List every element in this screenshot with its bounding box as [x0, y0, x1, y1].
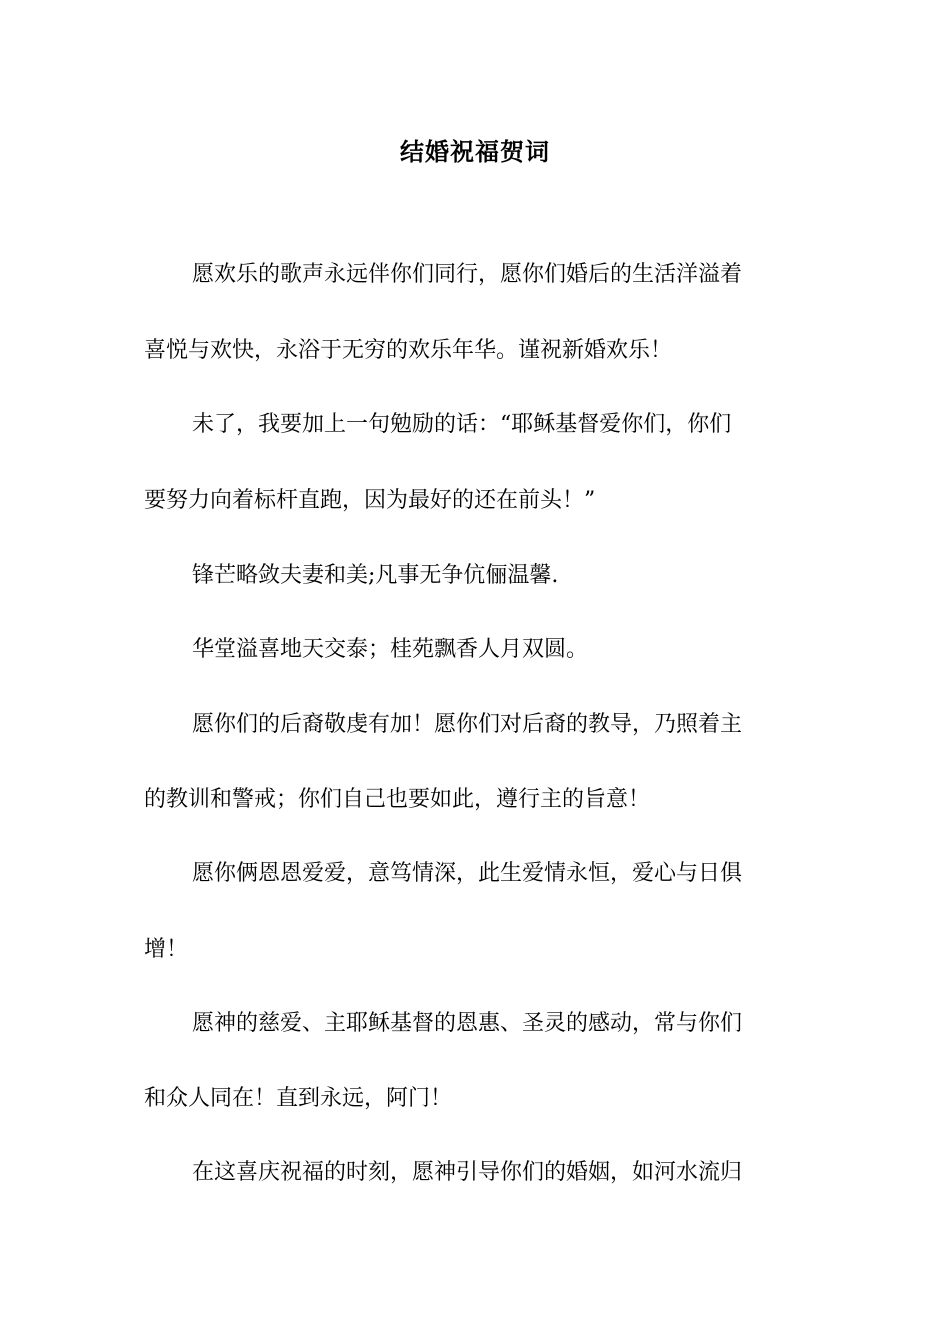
paragraph-line-8: 的教训和警戒；你们自己也要如此，遵行主的旨意！ [144, 787, 651, 812]
paragraph-line-1: 愿欢乐的歌声永远伴你们同行，愿你们婚后的生活洋溢着 [192, 262, 743, 287]
paragraph-line-13: 在这喜庆祝福的时刻，愿神引导你们的婚姻，如河水流归 [192, 1160, 743, 1185]
paragraph-line-11: 愿神的慈爱、主耶稣基督的恩惠、圣灵的感动，常与你们 [192, 1011, 743, 1036]
paragraph-line-7: 愿你们的后裔敬虔有加！愿你们对后裔的教导，乃照着主 [192, 712, 743, 737]
paragraph-line-2: 喜悦与欢快，永浴于无穷的欢乐年华。谨祝新婚欢乐！ [144, 338, 673, 363]
paragraph-line-5: 锋芒略敛夫妻和美;凡事无争伉俪温馨. [192, 563, 559, 588]
paragraph-line-3: 未了，我要加上一句勉励的话：“耶稣基督爱你们，你们 [192, 412, 732, 437]
document-title: 结婚祝福贺词 [400, 137, 550, 166]
paragraph-line-10: 增！ [144, 937, 189, 962]
paragraph-line-12: 和众人同在！直到永远，阿门！ [144, 1086, 453, 1111]
paragraph-line-4: 要努力向着标杆直跑，因为最好的还在前头！” [144, 488, 596, 513]
paragraph-line-9: 愿你俩恩恩爱爱，意笃情深，此生爱情永恒，爱心与日俱 [192, 861, 743, 886]
paragraph-line-6: 华堂溢喜地天交泰；桂苑飘香人月双圆。 [192, 637, 589, 662]
